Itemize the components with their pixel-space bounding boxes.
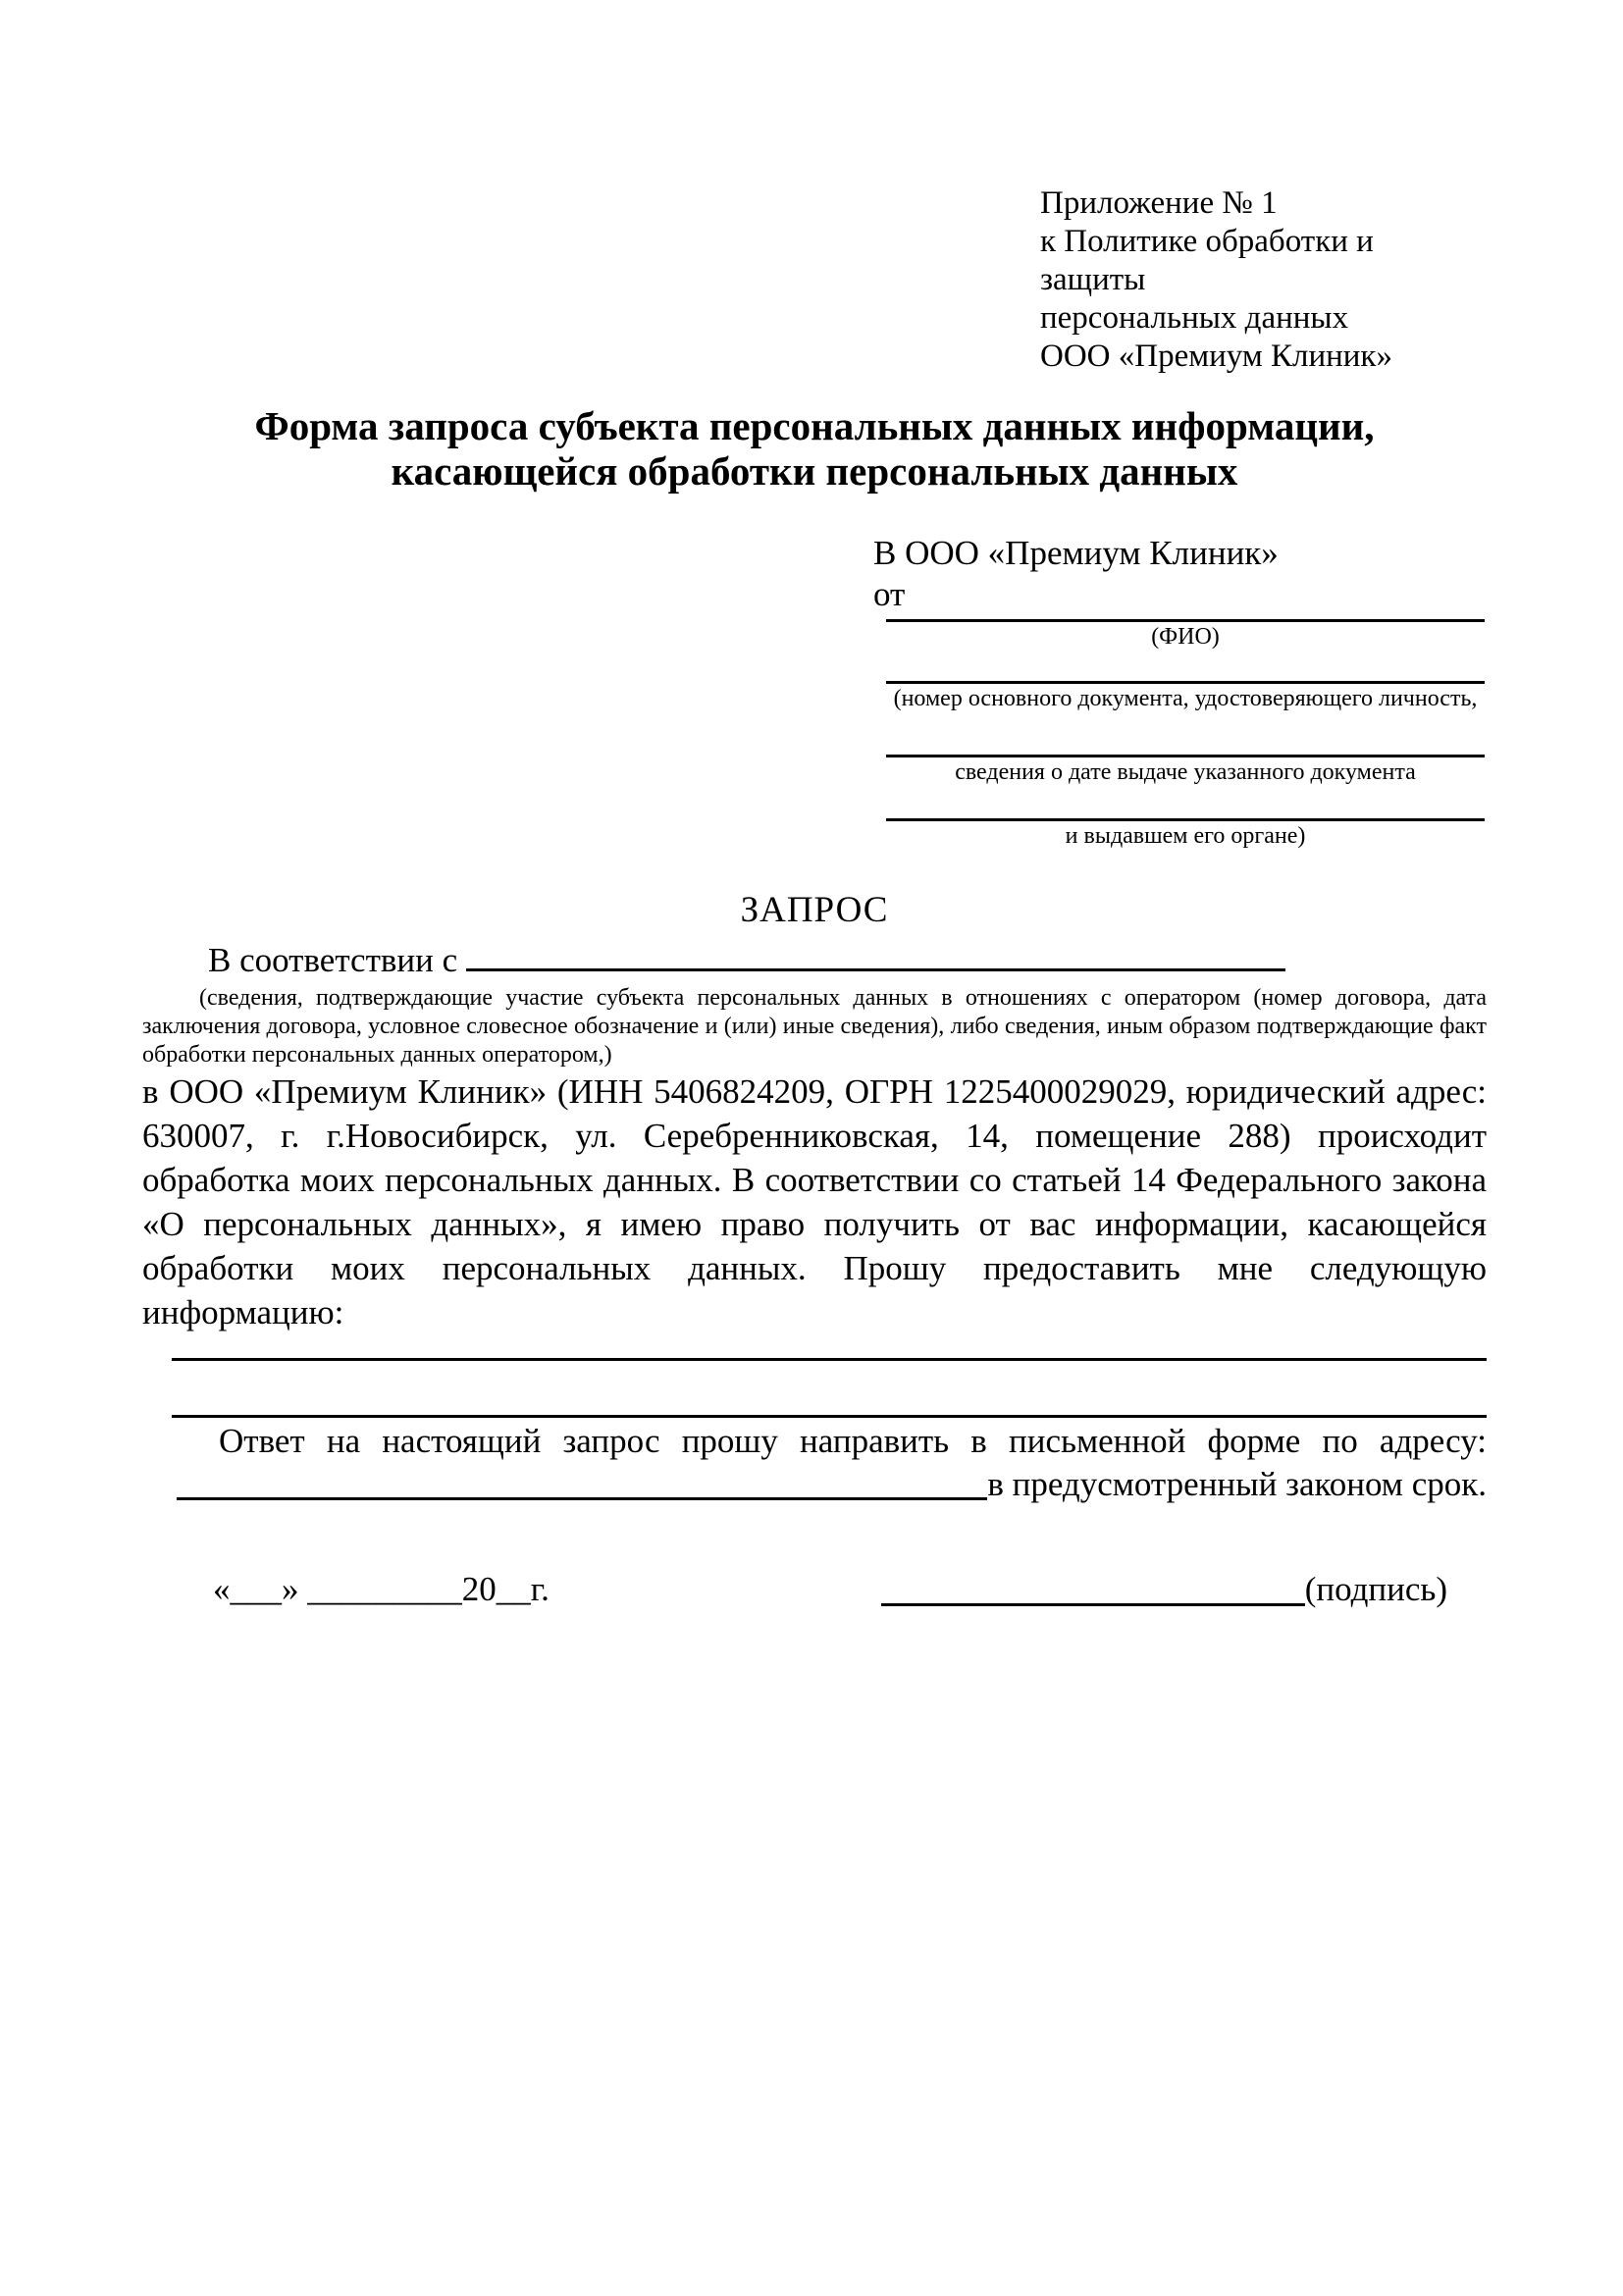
info-write-line-2 [172,1415,1487,1418]
document-title-line: касающейся обработки персональных данных [391,448,1238,494]
issue-date-caption: сведения о дате выдаче указанного документа [955,759,1416,785]
document-title [142,403,1487,494]
signature-block [881,1567,1447,1612]
appendix-block [1040,184,1487,376]
recipient-to: В ООО «Премиум Клиник» [873,534,1279,572]
fill-in-fields [886,619,1485,851]
basis-note: (сведения, подтверждающие участие субъекта персональных данных в отношениях с оператором (номер договора, дата заключения договора, условное словесное обозначение и (или) иные сведения), либо сведения, иным образом подтверждающие факт обработки персональных данных оператором,) [142,985,1487,1068]
appendix-line: ООО «Премиум Клиник» [1040,339,1392,374]
address-write-line [177,1497,987,1500]
fio-caption: (ФИО) [1151,624,1220,650]
document-title-line: Форма запроса субъекта персональных данных информации, [254,403,1375,448]
accordance-write-line [466,935,1285,971]
date-field: «___» _________20__г. [213,1570,550,1608]
signature-caption: (подпись) [1304,1570,1447,1608]
accordance-prefix: В соответствии с [208,941,458,979]
answer-line: Ответ на настоящий запрос прошу направить в письменной форме по адресу: [219,1422,1487,1460]
answer-tail: в предусмотренный законом срок. [987,1465,1487,1503]
accordance-line [142,935,1487,984]
recipient-from: от [873,575,906,613]
signature-row [142,1567,1487,1612]
recipient-block [873,533,1487,615]
appendix-line: к Политике обработки и защиты [1040,224,1374,297]
request-body: в ООО «Премиум Клиник» (ИНН 5406824209, ОГРН 1225400029029, юридический адрес: 630007, г. г.Новосибирск, ул. Серебренниковская, 14, помещение 288) происходит обработка моих персональных данных. В соответствии со статьей 14 Федерального закона «О персональных данных», я имею право получить от вас информации, касающейся обработки моих персональных данных. Прошу предоставить мне следующую информацию: [142,1072,1487,1331]
request-heading: ЗАПРОС [740,890,889,930]
signature-write-line [881,1603,1305,1606]
issuing-authority-caption: и выдавшем его органе) [1065,823,1306,849]
address-line [142,1463,1487,1506]
appendix-line: Приложение № 1 [1040,185,1278,221]
doc-number-caption: (номер основного документа, удостоверяющего личность, [893,686,1478,711]
info-write-line-1 [172,1358,1487,1361]
appendix-line: персональных данных [1040,300,1349,336]
